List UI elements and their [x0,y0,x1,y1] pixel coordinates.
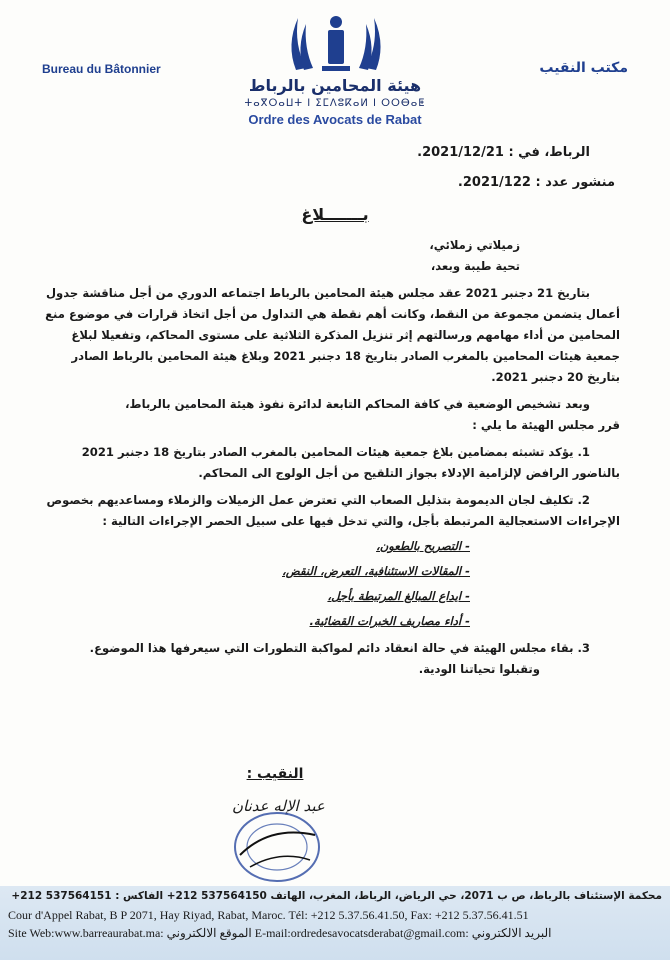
letterhead-footer [0,886,670,960]
decision-item: 1. يؤكد تشبثه بمضامين بلاغ جمعية هيئات المحامين بالمغرب الصادر بتاريخ 18 دجنبر 2021 بالناضور الرافض لإلزامية الإدلاء بجواز التلقيح من أجل الولوج الى المحاكم. [81,445,620,480]
greeting-line: تحية طيبة وبعد، [430,259,520,273]
bureau-label-ar: مكتب النقيب [539,60,628,76]
footer-address-fr: Cour d'Appel Rabat, B P 2071, Hay Riyad, Rabat, Maroc. Tél: +212 5.37.56.41.50, Fax: +212 5.37.56.41.51 [8,908,529,922]
signature-title: النقيب : [246,766,304,782]
footer-address-ar: محكمة الإستئناف بالرباط، ص ب 2071، حي الرياض، الرباط، المغرب، الهاتف 537564150 212+ الفاكس : 537564151 212+ [11,890,662,902]
organization-name-ar: هيئة المحامين بالرباط [248,76,422,95]
paragraph: بتاريخ 21 دجنبر 2021 عقد مجلس هيئة المحامين بالرباط اجتماعه الدوري من أجل مناقشة جدول أعمال يتضمن مجموعة من النقط، وكانت أهم نقطة هي التداول من أجل اتخاذ قرارات في موضوع منع المحامين من أداء مهامهم ورسالتهم إثر تنزيل المذكرة الثلاثية على مستوى المحاكم، وتفعيلا لبلاغ جمعية هيئات المحامين بالمغرب الصادر بتاريخ 18 دجنبر 2021 وبلاغ هيئة المحامين بالرباط الصادر بتاريخ 20 دجنبر 2021. [45,286,620,384]
document-title: بـــــــلاغ [301,205,369,224]
organization-name-tifinagh: ⵜⴰⴳⵔⴰⵡⵜ ⵏ ⵉⵎⴷⵓⴽⴰⵍ ⵏ ⵔⵔⴱⴰⵟ [244,98,426,109]
footer-contact: Site Web:www.barreaurabat.ma: الموقع الالكتروني E-mail:ordredesavocatsderabat@gmail.com: البريد الالكتروني [8,926,552,940]
closing-line: وتقبلوا تحياتنا الودية. [418,662,540,676]
list-item: - التصريح بالطعون، [376,539,470,553]
document-date: الرباط، في : 2021/12/21. [417,145,590,160]
list-item: - أداء مصاريف الخبرات القضائية. [309,614,470,628]
list-item: - ايداع المبالغ المرتبطة بأجل، [327,589,470,603]
document-reference: منشور عدد : 2021/122. [457,175,615,190]
paragraph: وبعد تشخيص الوضعية في كافة المحاكم التابعة لدائرة نفوذ هيئة المحامين بالرباط، [125,397,590,411]
bar-association-logo-icon [276,10,396,80]
greeting-line: زميلاتي زملائي، [429,238,520,252]
list-item: - المقالات الاستئنافية، التعرض، النقض، [282,564,470,578]
organization-name-fr: Ordre des Avocats de Rabat [248,112,422,127]
decision-item: 3. بقاء مجلس الهيئة في حالة انعقاد دائم لمواكبة التطورات التي سيعرفها هذا الموضوع. [89,641,590,655]
decision-item: 2. تكليف لجان الديمومة بتذليل الصعاب التي تعترض عمل الزميلات والزملاء ومساعديهم بخصوص الإجراءات الاستعجالية المرتبطة بأجل، والتي تدخل فيها على سبيل الحصر الإجراءات التالية : [46,493,620,528]
paragraph: قرر مجلس الهيئة ما يلي : [472,418,620,432]
official-stamp-icon [230,805,325,885]
document-body [42,235,620,680]
signature-name: عبد الإله عدنان [232,797,325,815]
bureau-label-fr: Bureau du Bâtonnier [42,62,161,76]
